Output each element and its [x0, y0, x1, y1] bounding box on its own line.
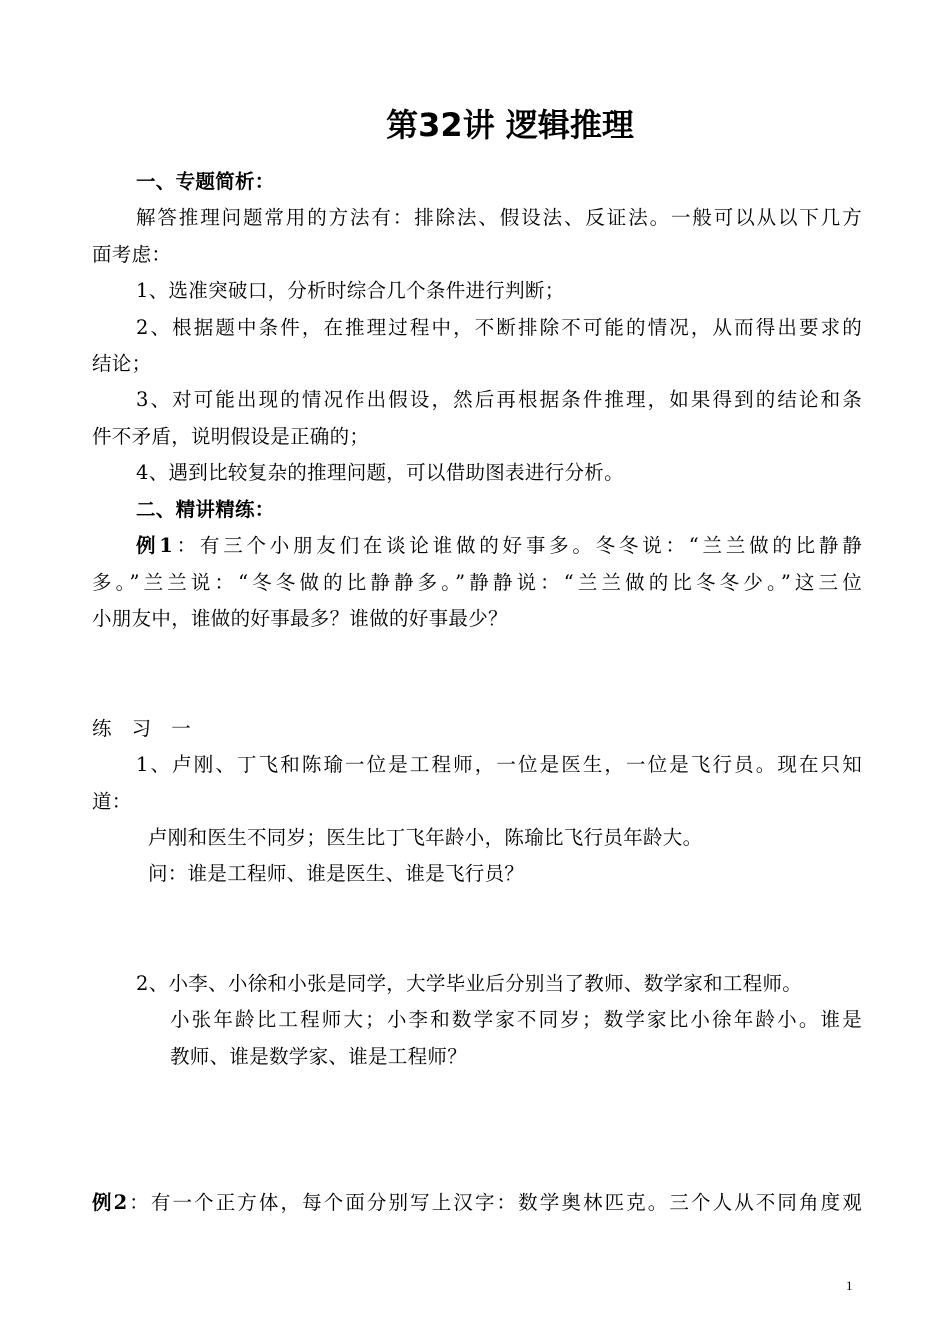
- practice-q1-line-1: 1、卢刚、丁飞和陈瑜一位是工程师，一位是医生，一位是飞行员。现在只知: [136, 753, 862, 776]
- example-2-text: ：有一个正方体，每个面分别写上汉字：数学奥林匹克。三个人从不同角度观: [127, 1191, 863, 1214]
- example-2-line-1: [92, 1185, 862, 1221]
- example-1-line-2: 多。”兰兰说：“冬冬做的比静静多。”静静说：“兰兰做的比冬冬少。”这三位: [92, 571, 862, 594]
- method-point-3-line-2: 件不矛盾，说明假设是正确的；: [92, 425, 370, 448]
- page-number: 1: [846, 1278, 853, 1293]
- method-point-3-line-1: 3、对可能出现的情况作出假设，然后再根据条件推理，如果得到的结论和条: [136, 388, 862, 411]
- method-point-2-line-2: 结论；: [92, 352, 152, 375]
- practice-q1-question: 问：谁是工程师、谁是医生、谁是飞行员？: [148, 862, 525, 885]
- method-point-4: 4、遇到比较复杂的推理问题，可以借助图表进行分析。: [136, 461, 624, 484]
- practice-q2-line-1: 2、小李、小徐和小张是同学，大学毕业后分别当了教师、数学家和工程师。: [136, 972, 803, 995]
- practice-q2-line-2: 小张年龄比工程师大；小李和数学家不同岁；数学家比小徐年龄小。谁是: [170, 1008, 862, 1031]
- intro-line-1: 解答推理问题常用的方法有：排除法、假设法、反证法。一般可以从以下几方: [136, 206, 862, 229]
- section-heading-practice: 二、精讲精练：: [136, 498, 275, 521]
- page-title: 第32讲 逻辑推理: [386, 106, 634, 144]
- practice-q1-conditions: 卢刚和医生不同岁；医生比丁飞年龄小，陈瑜比飞行员年龄大。: [148, 826, 703, 849]
- example-1-label: 例1: [136, 534, 174, 557]
- section-heading-analysis: 一、专题简析：: [136, 170, 275, 193]
- intro-line-2: 面考虑：: [92, 243, 172, 266]
- method-point-2-line-1: 2、根据题中条件，在推理过程中，不断排除不可能的情况，从而得出要求的: [136, 316, 862, 339]
- example-1-text: ：有三个小朋友们在谈论谁做的好事多。冬冬说：“兰兰做的比静静: [173, 534, 862, 557]
- example-2-label: 例2: [92, 1191, 128, 1214]
- example-1-line-1: [136, 528, 862, 564]
- practice-q1-line-2: 道：: [92, 790, 132, 813]
- example-1-line-3: 小朋友中，谁做的好事最多？谁做的好事最少？: [92, 607, 508, 630]
- practice-q2-line-3: 教师、谁是数学家、谁是工程师？: [170, 1045, 468, 1068]
- practice-heading: 练 习 一: [92, 717, 192, 740]
- method-point-1: 1、选准突破口，分析时综合几个条件进行判断；: [136, 279, 565, 302]
